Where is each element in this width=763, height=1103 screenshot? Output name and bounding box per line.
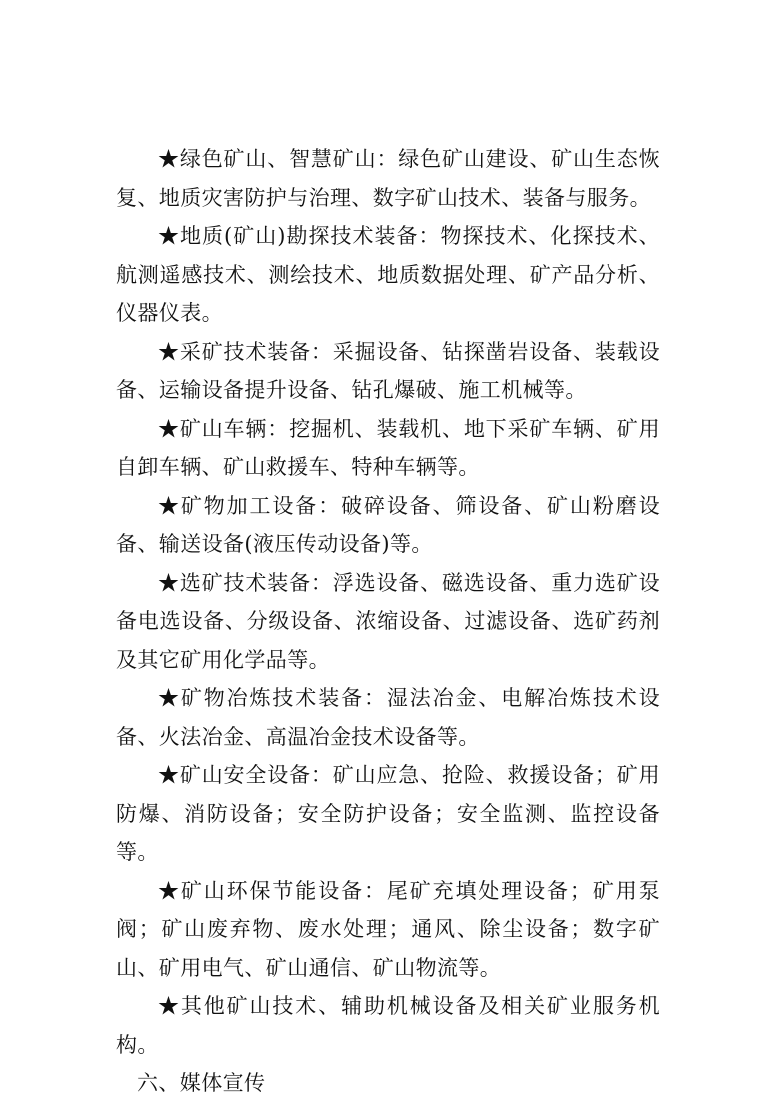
exhibit-category-mine-safety: ★矿山安全设备：矿山应急、抢险、救援设备；矿用防爆、消防设备；安全防护设备；安全监测、监控设备等。 [116, 763, 660, 864]
exhibit-category-other: ★其他矿山技术、辅助机械设备及相关矿业服务机构。 [116, 994, 660, 1057]
exhibit-category-geological-exploration: ★地质(矿山)勘探技术装备：物探技术、化探技术、航测遥感技术、测绘技术、地质数据处理、矿产品分析、仪器仪表。 [116, 224, 660, 325]
exhibit-category-mining-equipment: ★采矿技术装备：采掘设备、钻探凿岩设备、装载设备、运输设备提升设备、钻孔爆破、施工机械等。 [116, 339, 660, 402]
exhibit-category-beneficiation: ★选矿技术装备：浮选设备、磁选设备、重力选矿设备电选设备、分级设备、浓缩设备、过滤设备、选矿药剂及其它矿用化学品等。 [116, 570, 660, 672]
document-body [116, 140, 660, 1103]
exhibit-category-mineral-processing: ★矿物加工设备：破碎设备、筛设备、矿山粉磨设备、输送设备(液压传动设备)等。 [116, 493, 660, 556]
exhibit-category-mining-vehicles: ★矿山车辆：挖掘机、装载机、地下采矿车辆、矿用自卸车辆、矿山救援车、特种车辆等。 [116, 416, 660, 479]
section-heading-media-promotion: 六、媒体宣传 [137, 1071, 266, 1095]
exhibit-category-green-smart-mining: ★绿色矿山、智慧矿山：绿色矿山建设、矿山生态恢复、地质灾害防护与治理、数字矿山技术、装备与服务。 [116, 147, 660, 210]
exhibit-category-environmental-energy: ★矿山环保节能设备：尾矿充填处理设备；矿用泵阀；矿山废弃物、废水处理；通风、除尘设备；数字矿山、矿用电气、矿山通信、矿山物流等。 [116, 878, 660, 980]
exhibit-category-smelting: ★矿物冶炼技术装备：湿法冶金、电解冶炼技术设备、火法冶金、高温冶金技术设备等。 [116, 686, 660, 749]
